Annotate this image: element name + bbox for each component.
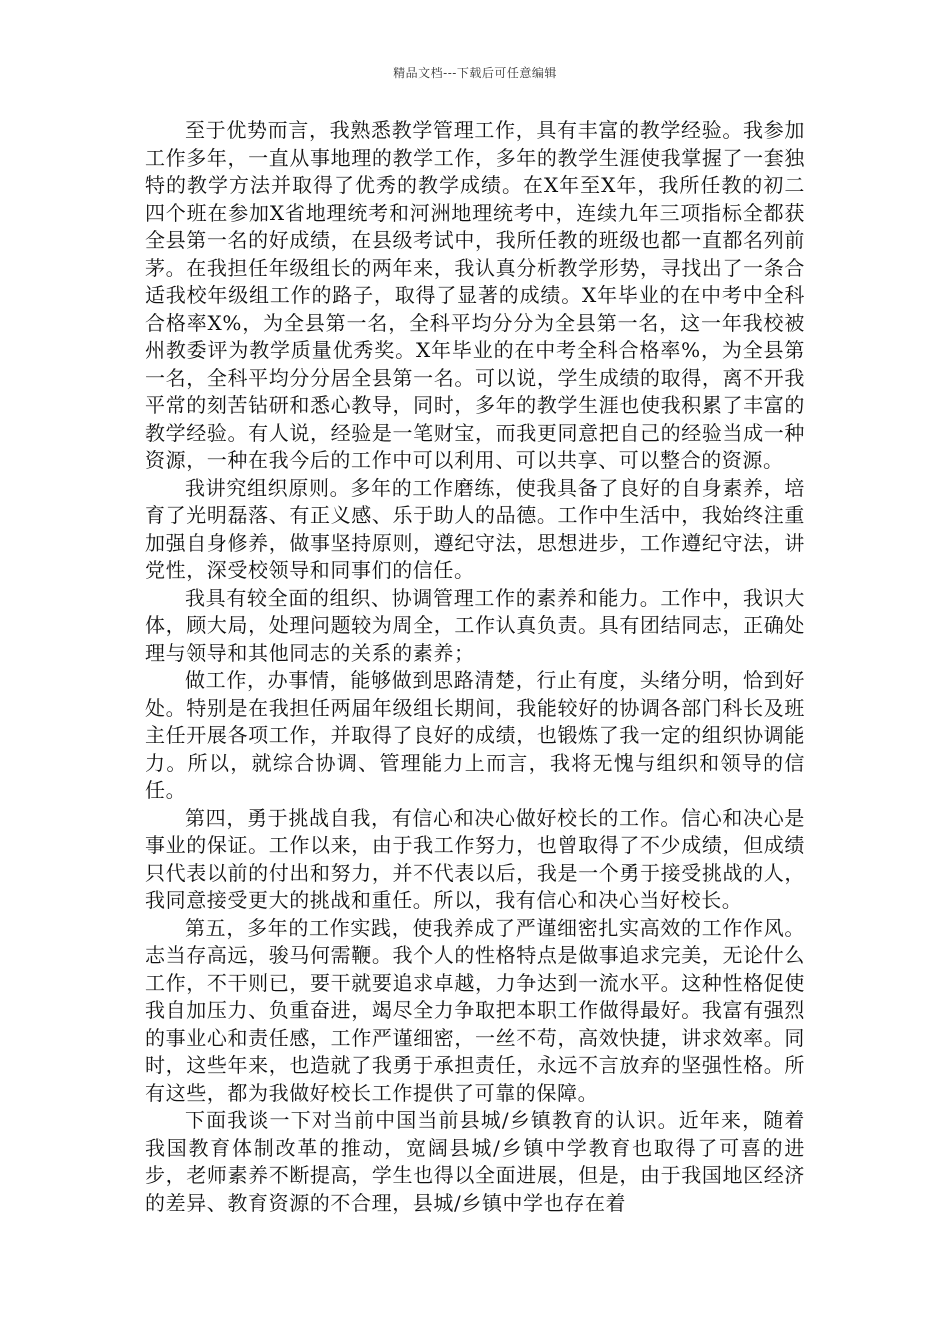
- paragraph: 至于优势而言，我熟悉教学管理工作，具有丰富的教学经验。我参加工作多年，一直从事地理的教学工作，多年的教学生涯使我掌握了一套独特的教学方法并取得了优秀的教学成绩。在X年至X年，我所任教的初二四个班在参加X省地理统考和河洲地理统考中，连续九年三项指标全都获全县第一名的好成绩，在县级考试中，我所任教的班级也都一直都名列前茅。在我担任年级组长的两年来，我认真分析教学形势，寻找出了一条合适我校年级组工作的路子，取得了显著的成绩。X年毕业的在中考中全科合格率X%，为全县第一名，全科平均分分为全县第一名，这一年我校被州教委评为教学质量优秀奖。X年毕业的在中考全科合格率%，为全县第一名，全科平均分分居全县第一名。可以说，学生成绩的取得，离不开我平常的刻苦钻研和悉心教导，同时，多年的教学生涯也使我积累了丰富的教学经验。有人说，经验是一笔财宝，而我更同意把自己的经验当成一种资源，一种在我今后的工作中可以利用、可以共享、可以整合的资源。: [145, 118, 805, 472]
- paragraph: 第四，勇于挑战自我，有信心和决心做好校长的工作。信心和决心是事业的保证。工作以来，由于我工作努力，也曾取得了不少成绩，但成绩只代表以前的付出和努力，并不代表以后，我是一个勇于接受挑战的人，我同意接受更大的挑战和重任。所以，我有信心和决心当好校长。: [145, 805, 805, 912]
- paragraph: 我讲究组织原则。多年的工作磨练，使我具备了良好的自身素养，培育了光明磊落、有正义感、乐于助人的品德。工作中生活中，我始终注重加强自身修养，做事坚持原则，遵纪守法，思想进步，工作遵纪守法，讲党性，深受校领导和同事们的信任。: [145, 475, 805, 582]
- paragraph: 第五，多年的工作实践，使我养成了严谨细密扎实高效的工作作风。志当存高远，骏马何需鞭。我个人的性格特点是做事追求完美，无论什么工作，不干则已，要干就要追求卓越，力争达到一流水平。这种性格促使我自加压力、负重奋进，竭尽全力争取把本职工作做得最好。我富有强烈的事业心和责任感，工作严谨细密，一丝不苟，高效快捷，讲求效率。同时，这些年来，也造就了我勇于承担责任，永远不言放弃的坚强性格。所有这些，都为我做好校长工作提供了可靠的保障。: [145, 915, 805, 1105]
- paragraph: 做工作，办事情，能够做到思路清楚，行止有度，头绪分明，恰到好处。特别是在我担任两届年级组长期间，我能较好的协调各部门科长及班主任开展各项工作，并取得了良好的成绩，也锻炼了我一定的组织协调能力。所以，就综合协调、管理能力上而言，我将无愧与组织和领导的信任。: [145, 668, 805, 802]
- paragraph: 我具有较全面的组织、协调管理工作的素养和能力。工作中，我识大体，顾大局，处理问题较为周全，工作认真负责。具有团结同志，正确处理与领导和其他同志的关系的素养；: [145, 585, 805, 665]
- paragraph: 下面我谈一下对当前中国当前县城/乡镇教育的认识。近年来，随着我国教育体制改革的推动，宽阔县城/乡镇中学教育也取得了可喜的进步，老师素养不断提高，学生也得以全面进展，但是，由于我国地区经济的差异、教育资源的不合理，县城/乡镇中学也存在着: [145, 1108, 805, 1215]
- document-body: [145, 117, 805, 1217]
- page-header: 精品文档---下载后可任意编辑: [393, 66, 557, 80]
